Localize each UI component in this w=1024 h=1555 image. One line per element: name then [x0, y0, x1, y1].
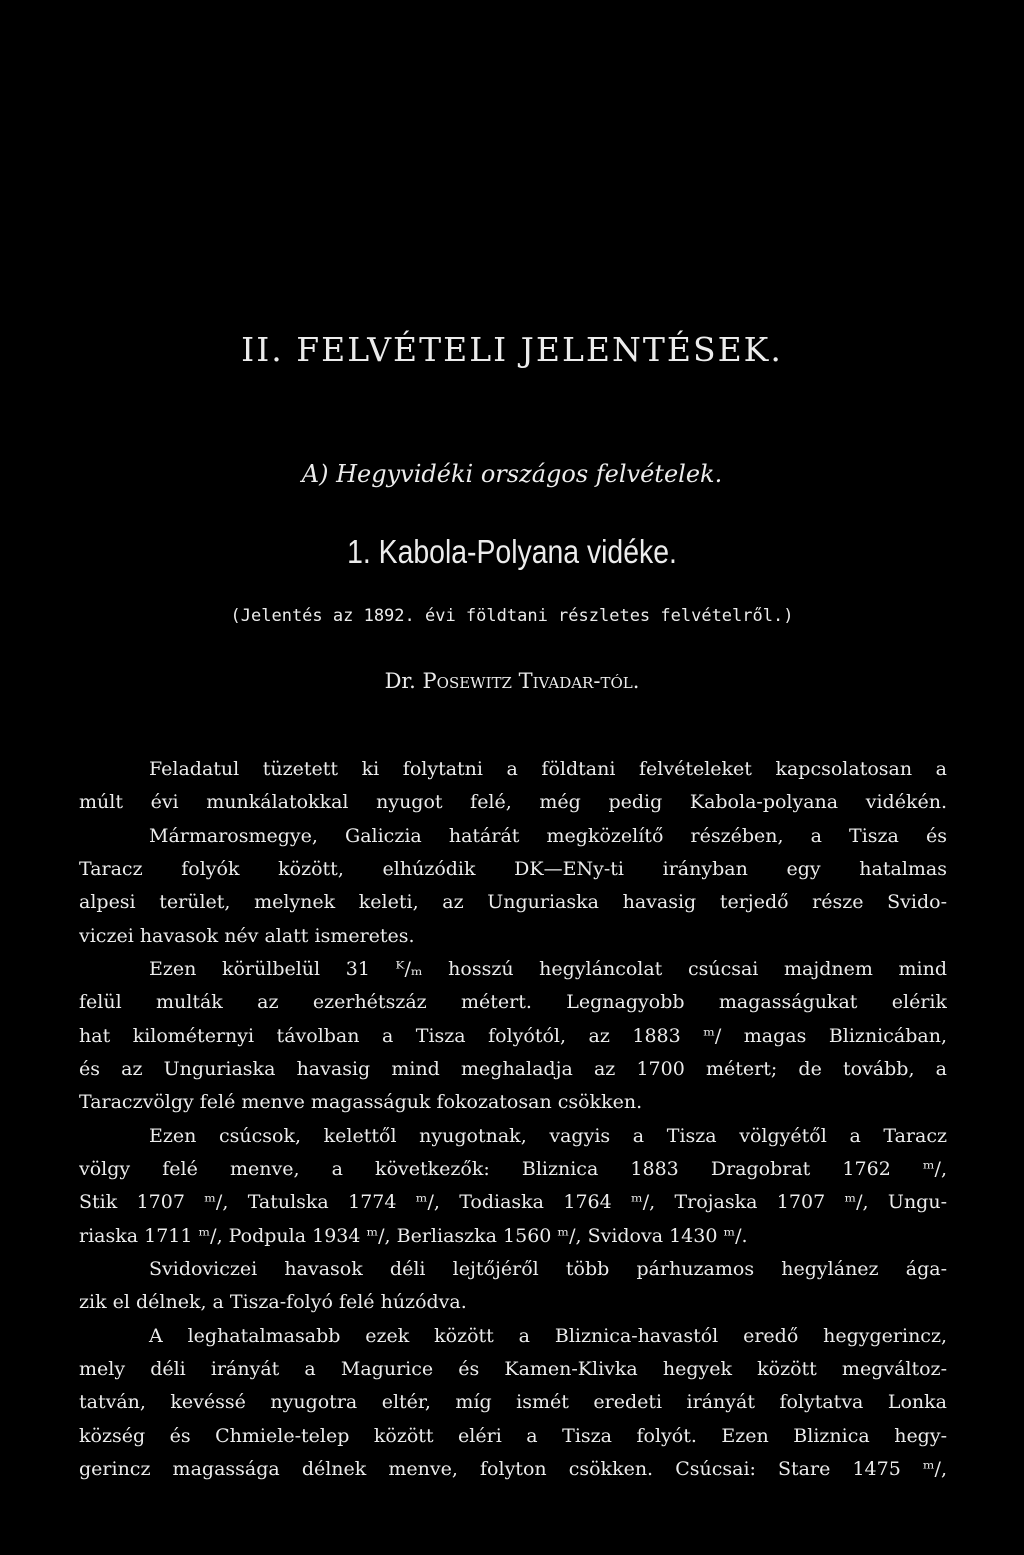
- body-text: [79, 753, 947, 1486]
- text-line: múlt évi munkálatokkal nyugot felé, még pedig Kabola-polyana vidékén.: [79, 791, 947, 814]
- author-line: [0, 669, 1024, 693]
- text-line: gerincz magassága délnek menve, folyton csökken. Csúcsai: Stare 1475 ᵐ/,: [79, 1457, 947, 1480]
- text-line: riaska 1711 ᵐ/, Podpula 1934 ᵐ/, Berliaszka 1560 ᵐ/, Svidova 1430 ᵐ/.: [79, 1224, 748, 1247]
- text-line: völgy felé menve, a következők: Bliznica 1883 Dragobrat 1762 ᵐ/,: [79, 1157, 947, 1180]
- text-line: tatván, kevéssé nyugotra eltér, míg ismét eredeti irányát folytatva Lonka: [79, 1391, 947, 1414]
- text-line: viczei havasok név alatt ismeretes.: [79, 924, 415, 947]
- text-line: Ezen körülbelül 31 ᴷ/ₘ hosszú hegyláncolat csúcsai majdnem mind: [149, 957, 947, 980]
- text-line: zik el délnek, a Tisza-folyó felé húzódva.: [79, 1291, 467, 1314]
- text-line: és az Unguriaska havasig mind meghaladja az 1700 métert; de tovább, a: [79, 1057, 947, 1080]
- chapter-title: 1. Kabola-Polyana vidéke.: [347, 533, 677, 570]
- text-line: Taraczvölgy felé menve magasságuk fokozatosan csökken.: [79, 1091, 643, 1114]
- report-note: (Jelentés az 1892. évi földtani részletes felvételről.): [230, 606, 794, 626]
- text-line: Mármarosmegye, Galiczia határát megközelítő részében, a Tisza és: [149, 824, 947, 847]
- text-line: Taracz folyók között, elhúzódik DK—ENy-ti irányban egy hatalmas: [79, 857, 947, 880]
- author-prefix: Dr.: [384, 669, 416, 693]
- text-line: mely déli irányát a Magurice és Kamen-Klivka hegyek között megváltoz-: [79, 1357, 947, 1380]
- author-name: Posewitz Tivadar: [422, 669, 594, 693]
- text-line: Svidoviczei havasok déli lejtőjéről több párhuzamos hegylánez ága-: [149, 1257, 947, 1280]
- subsection-title: A) Hegyvidéki országos felvételek.: [301, 460, 723, 488]
- text-line: felül multák az ezerhétszáz métert. Legnagyobb magasságukat elérik: [79, 991, 947, 1014]
- text-line: Ezen csúcsok, kelettől nyugotnak, vagyis a Tisza völgyétől a Taracz: [149, 1124, 947, 1147]
- text-line: A leghatalmasabb ezek között a Bliznica-havastól eredő hegygerincz,: [149, 1324, 947, 1347]
- text-line: alpesi terület, melynek keleti, az Unguriaska havasig terjedő része Svido-: [79, 891, 947, 914]
- author-suffix: -tól.: [593, 669, 640, 693]
- text-line: hat kilométernyi távolban a Tisza folyótól, az 1883 ᵐ/ magas Bliznicában,: [79, 1024, 947, 1047]
- text-line: Stik 1707 ᵐ/, Tatulska 1774 ᵐ/, Todiaska 1764 ᵐ/, Trojaska 1707 ᵐ/, Ungu-: [79, 1191, 947, 1214]
- text-line: Feladatul tüzetett ki folytatni a földtani felvételeket kapcsolatosan a: [149, 758, 947, 780]
- text-line: község és Chmiele-telep között eléri a Tisza folyót. Ezen Bliznica hegy-: [79, 1424, 947, 1447]
- section-title: II. FELVÉTELI JELENTÉSEK.: [241, 330, 783, 369]
